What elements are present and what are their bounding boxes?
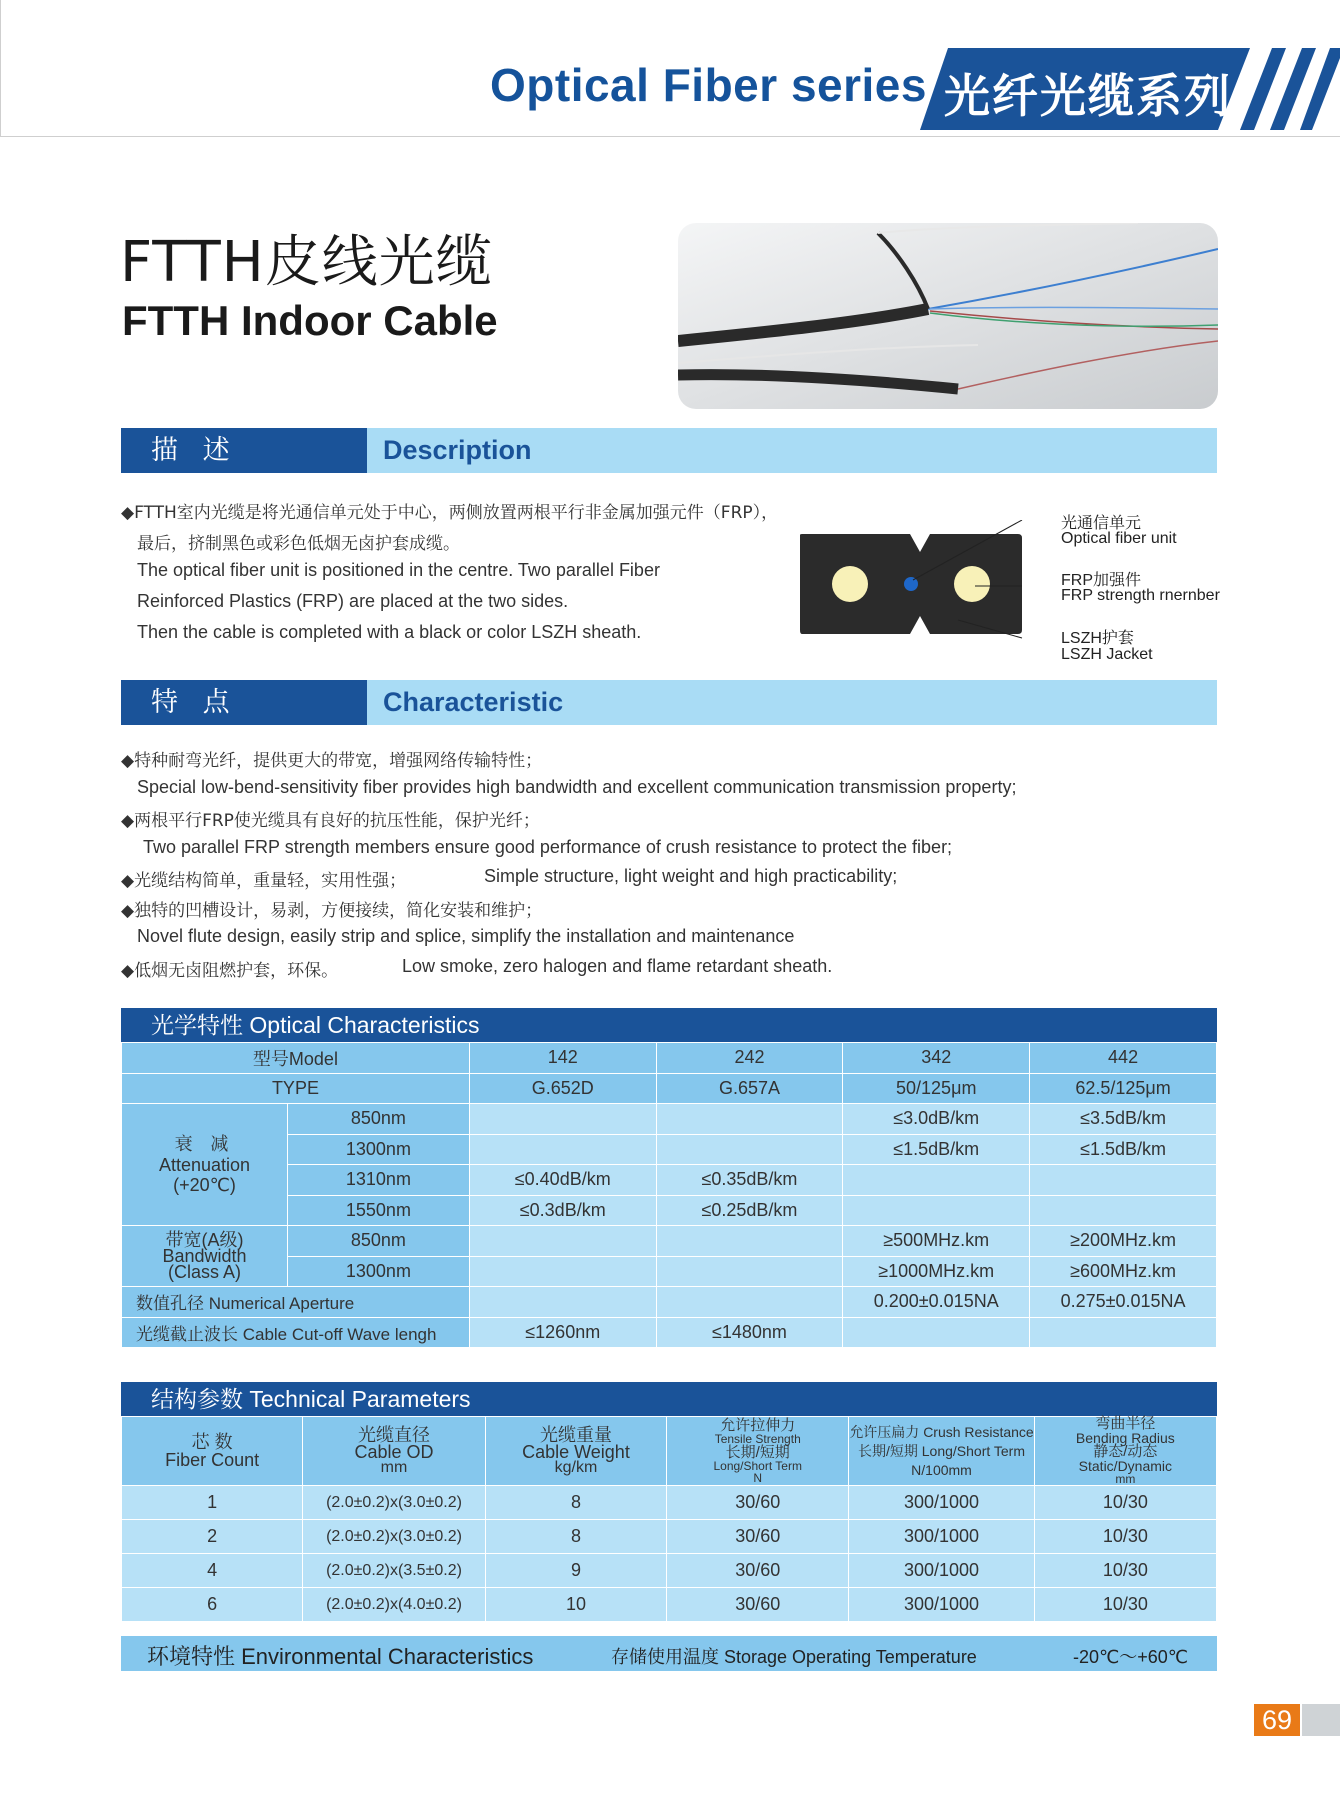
header-text: 允许拉伸力 — [720, 1417, 796, 1434]
header-text: mm — [380, 1459, 408, 1476]
table-cell: 10/30 — [1034, 1520, 1216, 1554]
table-header-row — [122, 1417, 1217, 1486]
wavelength: 1310nm — [287, 1165, 469, 1196]
characteristic-line: Special low-bend-sensitivity fiber provides high bandwidth and excellent communication transmission property; — [137, 777, 1017, 797]
header-text: 允许压扁力 Crush Resistance — [849, 1423, 1034, 1440]
description-section-bar — [121, 428, 1217, 473]
optical-heading-text: 光学特性 Optical Characteristics — [151, 1012, 480, 1038]
table-cell — [656, 1134, 843, 1165]
table-row — [122, 1226, 1217, 1257]
header-text: 长期/短期 Long/Short Term — [857, 1442, 1026, 1459]
table-cell: ≤0.40dB/km — [469, 1165, 656, 1196]
bandwidth-label-class: (Class A) — [167, 1262, 241, 1282]
diagram-label-jacket-cn: LSZH护套 — [1061, 630, 1134, 647]
attenuation-label-cn: 衰 减 — [174, 1133, 235, 1155]
table-cell: 300/1000 — [849, 1486, 1034, 1520]
header-bending-radius — [1034, 1417, 1216, 1486]
table-cell — [1030, 1165, 1217, 1196]
na-label: 数值孔径 Numerical Aperture — [122, 1287, 470, 1318]
series-title-en: Optical Fiber series — [490, 59, 927, 111]
product-title-cn: FTTH皮线光缆 — [120, 230, 493, 295]
table-cell: ≤3.5dB/km — [1030, 1104, 1217, 1135]
table-cell: ≤0.25dB/km — [656, 1195, 843, 1226]
storage-temperature-label: 存储使用温度 Storage Operating Temperature — [611, 1647, 977, 1667]
type-value: G.652D — [469, 1073, 656, 1104]
model-value: 442 — [1030, 1043, 1217, 1074]
model-value: 142 — [469, 1043, 656, 1074]
table-cell: 2 — [122, 1520, 303, 1554]
characteristic-line: Two parallel FRP strength members ensure good performance of crush resistance to protect the fiber; — [143, 837, 953, 857]
table-cell: 30/60 — [667, 1486, 849, 1520]
table-cell — [656, 1104, 843, 1135]
product-title-en: FTTH Indoor Cable — [122, 297, 498, 344]
header-text: 光缆重量 — [539, 1425, 612, 1445]
table-cell: 30/60 — [667, 1520, 849, 1554]
characteristic-line: Low smoke, zero halogen and flame retardant sheath. — [402, 956, 833, 976]
storage-temperature-value: -20℃～+60℃ — [1073, 1647, 1188, 1667]
wavelength: 1300nm — [287, 1256, 469, 1287]
header-cable-od — [303, 1417, 486, 1486]
description-heading-en: Description — [383, 435, 532, 465]
table-cell: ≤1480nm — [656, 1317, 843, 1348]
table-cell: 30/60 — [667, 1554, 849, 1588]
wavelength: 850nm — [287, 1226, 469, 1257]
header-text: Cable Weight — [522, 1442, 630, 1462]
table-cell: (2.0±0.2)x(3.5±0.2) — [303, 1554, 486, 1588]
table-row — [122, 1317, 1217, 1348]
table-cell: 10 — [485, 1588, 666, 1622]
table-row — [122, 1554, 1217, 1588]
bandwidth-label-cn: 带宽(A级) — [165, 1230, 244, 1250]
table-cell: 300/1000 — [849, 1520, 1034, 1554]
cutoff-label: 光缆截止波长 Cable Cut-off Wave lengh — [122, 1317, 470, 1348]
table-row — [122, 1073, 1217, 1104]
table-cell — [469, 1104, 656, 1135]
header-text: 光缆直径 — [358, 1425, 430, 1445]
header-text: N — [753, 1471, 763, 1485]
diagram-label-frp-en: FRP strength rnernber — [1061, 587, 1220, 604]
table-cell: 30/60 — [667, 1588, 849, 1622]
type-value: G.657A — [656, 1073, 843, 1104]
table-cell: 6 — [122, 1588, 303, 1622]
table-row — [122, 1486, 1217, 1520]
characteristic-line: ◆低烟无卤阻燃护套，环保。 — [121, 961, 339, 981]
diagram-label-fiber-en: Optical fiber unit — [1061, 530, 1177, 547]
table-cell: ≤1260nm — [469, 1317, 656, 1348]
header-text: Bending Radius — [1075, 1430, 1175, 1446]
optical-table-heading — [121, 1008, 1217, 1042]
description-line: The optical fiber unit is positioned in the centre. Two parallel Fiber — [137, 560, 660, 580]
header-text: kg/km — [554, 1459, 598, 1476]
table-cell: ≤3.0dB/km — [843, 1104, 1030, 1135]
header-cable-weight — [485, 1417, 666, 1486]
technical-parameters-table — [121, 1416, 1217, 1622]
table-row — [122, 1104, 1217, 1135]
characteristic-line: ◆独特的凹槽设计，易剥，方便接续，简化安装和维护； — [121, 901, 543, 921]
table-cell: 8 — [485, 1520, 666, 1554]
type-value: 62.5/125μm — [1030, 1073, 1217, 1104]
table-cell: (2.0±0.2)x(4.0±0.2) — [303, 1588, 486, 1622]
characteristic-line: ◆两根平行FRP使光缆具有良好的抗压性能，保护光纤； — [121, 811, 540, 831]
characteristic-line: ◆光缆结构简单，重量轻，实用性强； — [121, 871, 407, 891]
header-text: 长期/短期 — [725, 1444, 790, 1461]
characteristic-line: Simple structure, light weight and high practicability; — [484, 866, 898, 886]
table-cell — [1030, 1317, 1217, 1348]
characteristic-heading-en: Characteristic — [383, 687, 564, 717]
table-cell — [656, 1287, 843, 1318]
table-cell: (2.0±0.2)x(3.0±0.2) — [303, 1486, 486, 1520]
attenuation-label-temp: (+20℃) — [173, 1174, 236, 1195]
header-text: Static/Dynamic — [1078, 1458, 1173, 1474]
model-value: 242 — [656, 1043, 843, 1074]
page-number: 69 — [1254, 1704, 1300, 1736]
table-row — [122, 1588, 1217, 1622]
table-cell: (2.0±0.2)x(3.0±0.2) — [303, 1520, 486, 1554]
table-cell: ≤0.35dB/km — [656, 1165, 843, 1196]
table-cell: ≥200MHz.km — [1030, 1226, 1217, 1257]
model-label: 型号Model — [122, 1043, 470, 1074]
wavelength: 1300nm — [287, 1134, 469, 1165]
bandwidth-label-en: Bandwidth — [162, 1246, 247, 1266]
table-cell — [843, 1317, 1030, 1348]
table-cell: 9 — [485, 1554, 666, 1588]
table-row — [122, 1520, 1217, 1554]
table-cell: ≤1.5dB/km — [1030, 1134, 1217, 1165]
characteristic-line: ◆特种耐弯光纤，提供更大的带宽，增强网络传输特性； — [121, 751, 543, 771]
diagram-label-jacket-en: LSZH Jacket — [1061, 646, 1153, 663]
environmental-heading: 环境特性 Environmental Characteristics — [147, 1644, 534, 1669]
description-line: 最后，挤制黑色或彩色低烟无卤护套成缆。 — [137, 534, 460, 554]
bandwidth-label — [122, 1226, 288, 1287]
header-left-rule — [0, 0, 1, 136]
header-fiber-count — [122, 1417, 303, 1486]
wavelength: 850nm — [287, 1104, 469, 1135]
diagram-label-fiber-cn: 光通信单元 — [1061, 515, 1142, 532]
header-text: mm — [1115, 1472, 1136, 1486]
table-cell — [469, 1287, 656, 1318]
description-line: ◆FTTH室内光缆是将光通信单元处于中心，两侧放置两根平行非金属加强元件（FRP）， — [121, 503, 779, 523]
table-cell: ≤0.3dB/km — [469, 1195, 656, 1226]
table-row — [122, 1287, 1217, 1318]
table-cell: 1 — [122, 1486, 303, 1520]
table-cell — [843, 1165, 1030, 1196]
table-row — [122, 1043, 1217, 1074]
type-value: 50/125μm — [843, 1073, 1030, 1104]
header-tensile-strength — [667, 1417, 849, 1486]
table-cell: 10/30 — [1034, 1588, 1216, 1622]
table-cell: ≥1000MHz.km — [843, 1256, 1030, 1287]
technical-table-heading — [121, 1382, 1217, 1416]
table-cell — [1030, 1195, 1217, 1226]
table-cell: 10/30 — [1034, 1486, 1216, 1520]
header-text: Long/Short Term — [713, 1459, 802, 1473]
table-cell — [469, 1256, 656, 1287]
header-text: 弯曲半径 — [1095, 1415, 1156, 1432]
characteristic-section-bar — [121, 680, 1217, 725]
table-cell — [843, 1195, 1030, 1226]
attenuation-label — [122, 1104, 288, 1226]
diagram-label-frp-cn: FRP加强件 — [1061, 572, 1142, 589]
type-label: TYPE — [122, 1073, 470, 1104]
table-cell: 10/30 — [1034, 1554, 1216, 1588]
header-text: Cable OD — [354, 1442, 434, 1462]
characteristic-line: Novel flute design, easily strip and splice, simplify the installation and maintenance — [137, 926, 795, 946]
header-text: Fiber Count — [165, 1450, 260, 1470]
description-line: Reinforced Plastics (FRP) are placed at the two sides. — [137, 591, 569, 611]
table-cell: 0.200±0.015NA — [843, 1287, 1030, 1318]
product-photo — [678, 223, 1218, 409]
table-cell: ≥600MHz.km — [1030, 1256, 1217, 1287]
model-value: 342 — [843, 1043, 1030, 1074]
table-cell: 4 — [122, 1554, 303, 1588]
table-cell: 0.275±0.015NA — [1030, 1287, 1217, 1318]
header-text: 静态/动态 — [1093, 1443, 1158, 1460]
attenuation-label-en: Attenuation — [158, 1154, 251, 1175]
table-cell — [656, 1256, 843, 1287]
table-cell: 8 — [485, 1486, 666, 1520]
header-text: N/100mm — [911, 1461, 972, 1478]
header-text: 芯 数 — [191, 1432, 233, 1452]
environmental-bar — [121, 1636, 1217, 1671]
technical-heading-text: 结构参数 Technical Parameters — [151, 1386, 471, 1412]
characteristic-heading-cn: 特 点 — [121, 680, 367, 725]
table-cell — [656, 1226, 843, 1257]
table-cell: 300/1000 — [849, 1588, 1034, 1622]
header-crush-resistance — [849, 1417, 1034, 1486]
optical-characteristics-table — [121, 1042, 1217, 1348]
description-line: Then the cable is completed with a black or color LSZH sheath. — [137, 622, 642, 642]
wavelength: 1550nm — [287, 1195, 469, 1226]
page-number-tab — [1302, 1704, 1340, 1736]
cable-cross-section-diagram — [790, 520, 1070, 670]
table-cell: 300/1000 — [849, 1554, 1034, 1588]
table-cell — [469, 1226, 656, 1257]
header-text: Tensile Strength — [714, 1432, 801, 1446]
series-title-cn: 光纤光缆系列 — [944, 70, 1232, 122]
table-cell — [469, 1134, 656, 1165]
description-heading-cn: 描 述 — [121, 428, 367, 473]
table-cell: ≤1.5dB/km — [843, 1134, 1030, 1165]
table-cell: ≥500MHz.km — [843, 1226, 1030, 1257]
